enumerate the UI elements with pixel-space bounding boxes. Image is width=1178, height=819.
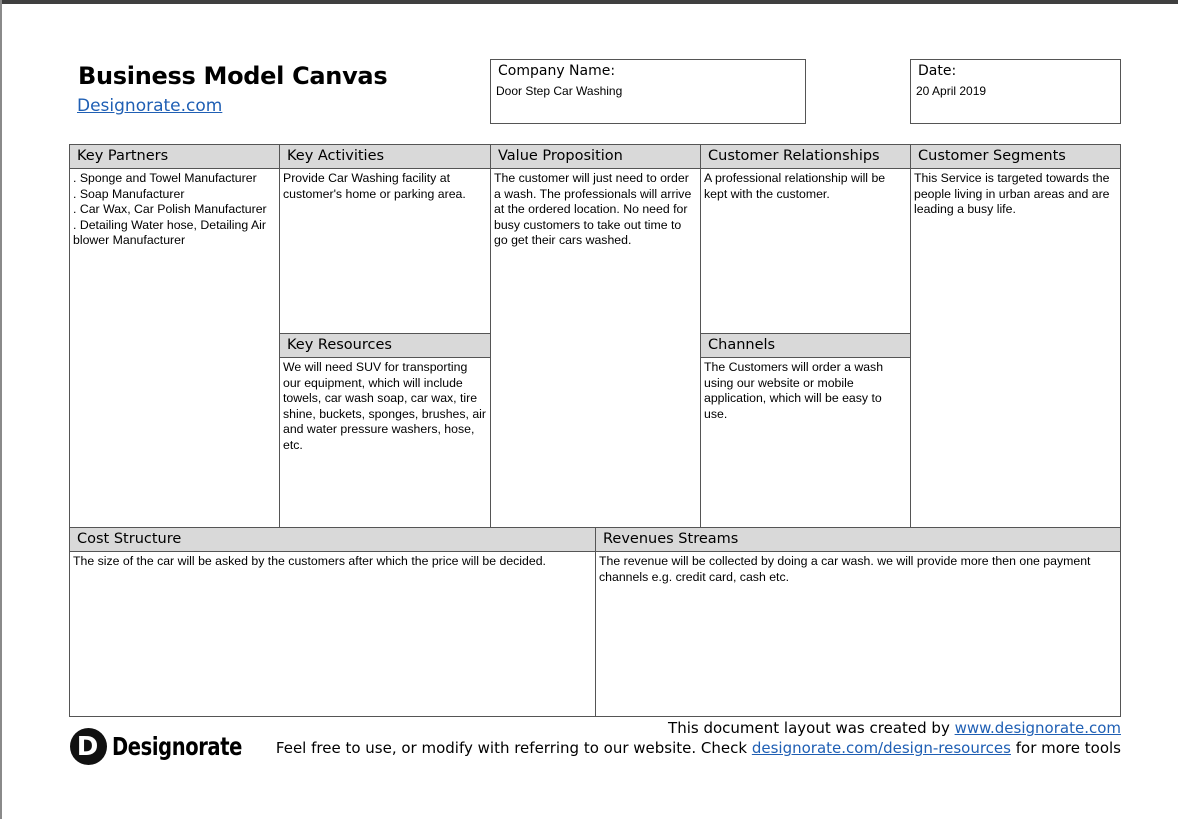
key-partners-item: . Detailing Water hose, Detailing Air blower Manufacturer (73, 217, 266, 247)
customer-relationships-section (700, 144, 911, 334)
customer-relationships-content: A professional relationship will be kept with the customer. (704, 171, 886, 201)
customer-segments-title: Customer Segments (911, 145, 1120, 169)
channels-section (700, 333, 911, 528)
key-activities-content: Provide Car Washing facility at customer's home or parking area. (283, 171, 466, 201)
value-proposition-content: The customer will just need to order a wash. The professionals will arrive at the ordered location. No need for busy customers to take out time to go get their cars washed. (494, 171, 692, 247)
key-activities-section (279, 144, 491, 334)
footer-usage-suffix: for more tools (1010, 739, 1121, 757)
company-name-value: Door Step Car Washing (496, 84, 623, 98)
channels-title: Channels (701, 334, 910, 358)
footer-credit-line (668, 719, 1121, 737)
revenue-streams-title: Revenues Streams (596, 528, 1120, 552)
window-left-border (0, 0, 2, 819)
key-activities-title: Key Activities (280, 145, 490, 169)
logo-mark-letter: D (76, 731, 99, 762)
channels-content: The Customers will order a wash using our website or mobile application, which will be easy to use. (704, 360, 884, 421)
date-value: 20 April 2019 (916, 84, 987, 98)
customer-relationships-title: Customer Relationships (701, 145, 910, 169)
cost-structure-title: Cost Structure (70, 528, 595, 552)
value-proposition-title: Value Proposition (491, 145, 700, 169)
logo-mark-icon (70, 728, 107, 765)
key-resources-section (279, 333, 491, 528)
footer-resources-link[interactable]: designorate.com/design-resources (751, 739, 1011, 757)
designorate-link[interactable]: Designorate.com (77, 96, 223, 116)
key-partners-section (69, 144, 280, 528)
key-partners-item: . Car Wax, Car Polish Manufacturer (73, 202, 267, 216)
customer-segments-content: This Service is targeted towards the people living in urban areas and are leading a busy life. (914, 171, 1110, 216)
company-name-label: Company Name: (498, 63, 616, 79)
date-label: Date: (918, 63, 957, 79)
key-resources-title: Key Resources (280, 334, 490, 358)
key-partners-title: Key Partners (70, 145, 279, 169)
company-name-box (490, 59, 806, 124)
footer-usage-text: Feel free to use, or modify with referring to our website. Check (275, 739, 752, 757)
cost-structure-content: The size of the car will be asked by the customers after which the price will be decided. (73, 554, 546, 568)
designorate-logo (70, 728, 279, 765)
date-box (910, 59, 1121, 124)
cost-structure-section (69, 527, 596, 717)
value-proposition-section (490, 144, 701, 528)
footer-usage-line (276, 739, 1121, 757)
footer-website-link[interactable]: www.designorate.com (954, 719, 1121, 737)
key-partners-content (70, 169, 279, 251)
footer-credit-text: This document layout was created by (668, 719, 955, 737)
revenue-streams-section (595, 527, 1121, 717)
key-partners-item: . Soap Manufacturer (73, 186, 185, 201)
page-title: Business Model Canvas (78, 62, 388, 90)
key-resources-content: We will need SUV for transporting our equipment, which will include towels, car wash soap, car wax, tire shine, buckets, sponges, brushes, air and water pressure washers, hose, etc. (283, 360, 487, 452)
customer-segments-section (910, 144, 1121, 528)
revenue-streams-content: The revenue will be collected by doing a car wash. we will provide more then one payment channels e.g. credit card, cash etc. (599, 554, 1091, 584)
key-partners-item: . Sponge and Towel Manufacturer (73, 171, 257, 185)
logo-wordmark: Designorate (112, 732, 242, 761)
window-top-border (0, 0, 1178, 4)
